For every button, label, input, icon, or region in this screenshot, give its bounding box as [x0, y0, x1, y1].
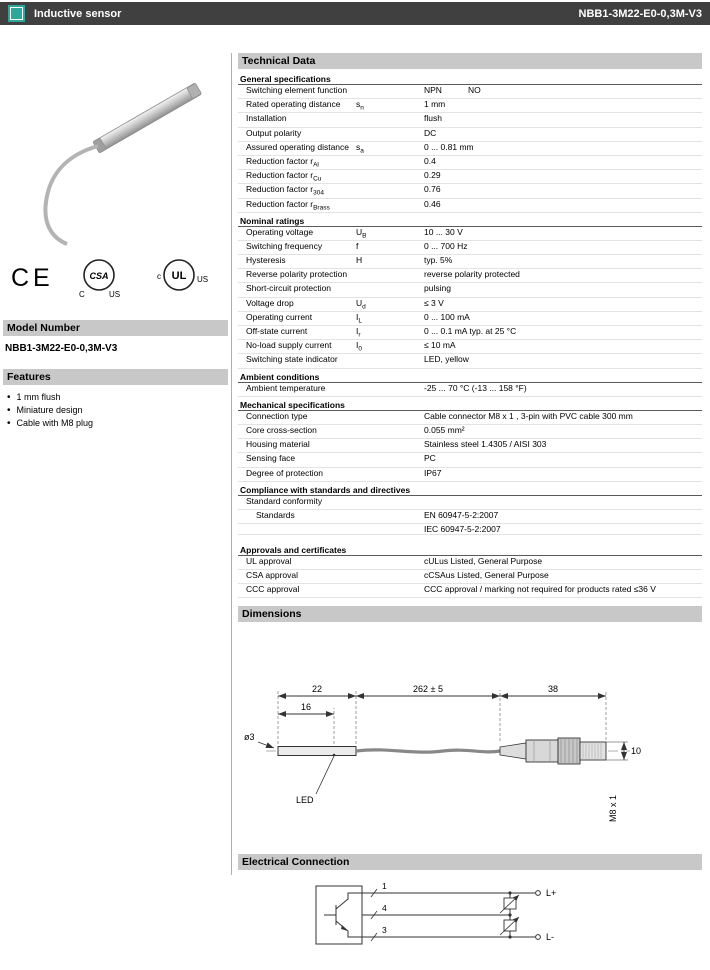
bullet-icon: •	[7, 405, 11, 416]
spec-value: DC	[424, 127, 437, 138]
diameter-leader	[258, 742, 274, 748]
technical-data-heading: Technical Data	[238, 53, 702, 69]
spec-row	[238, 411, 702, 425]
load-upper	[500, 893, 519, 915]
spec-row	[238, 425, 702, 439]
spec-label: Voltage drop	[246, 297, 294, 308]
spec-label: Sensing face	[246, 453, 296, 464]
spec-value: 0.76	[424, 184, 441, 195]
ul-mark	[157, 260, 208, 290]
spec-label: Standard conformity	[246, 495, 323, 506]
bullet-icon: •	[7, 392, 11, 403]
junction-dot-mid	[508, 914, 511, 917]
spec-value: PC	[424, 453, 436, 464]
spec-value: 0 ... 0.81 mm	[424, 141, 474, 152]
spec-value: 0 ... 700 Hz	[424, 240, 468, 251]
dim-label-38: 38	[547, 684, 559, 695]
spec-value: IEC 60947-5-2:2007	[424, 524, 501, 535]
spec-label: Connection type	[246, 410, 308, 421]
feature-item	[7, 404, 228, 417]
model-number-header: NBB1-3M22-E0-0,3M-V3	[578, 7, 702, 20]
spec-symbol: $s_a$	[356, 141, 364, 155]
spec-value: Cable connector M8 x 1 , 3-pin with PVC cable 300 mm	[424, 410, 633, 421]
led-label: LED	[296, 795, 314, 806]
spec-label: Installation	[246, 113, 287, 124]
spec-table	[238, 71, 702, 598]
spec-section-header: Nominal ratings	[238, 213, 702, 227]
feature-item	[7, 417, 228, 430]
spec-value: NPN NO	[424, 85, 481, 95]
pin-label-1: 1	[382, 881, 387, 892]
spec-row	[238, 269, 702, 283]
spec-value: Stainless steel 1.4305 / AISI 303	[424, 439, 547, 450]
terminal-label-lplus: L+	[546, 888, 557, 899]
pin-label-4: 4	[382, 903, 387, 914]
spec-value: flush	[424, 113, 442, 124]
spec-label: Switching element function	[246, 85, 348, 95]
spec-value: 0 ... 0.1 mA typ. at 25 °C	[424, 326, 517, 336]
feature-item	[7, 391, 228, 404]
spec-row-indented	[238, 510, 702, 524]
sensor-box	[316, 886, 362, 944]
spec-label: Output polarity	[246, 127, 302, 138]
spec-row	[238, 227, 702, 241]
model-number-value: NBB1-3M22-E0-0,3M-V3	[5, 343, 118, 354]
dimensions-drawing	[238, 626, 702, 846]
spec-label: CSA approval	[246, 569, 298, 580]
spec-label: Housing material	[246, 439, 310, 450]
dim-label-22: 22	[311, 684, 323, 695]
spec-row	[238, 199, 702, 213]
spec-value: EN 60947-5-2:2007	[424, 509, 499, 520]
spec-symbol: $I_r$	[356, 326, 361, 339]
spec-row-indented	[238, 524, 702, 535]
spec-value: IP67	[424, 467, 442, 478]
spec-row	[238, 184, 702, 198]
spec-row	[238, 283, 702, 297]
spec-row	[238, 298, 702, 312]
spec-label: Reduction factor $r_{Al}$	[246, 155, 319, 169]
spec-value: ≤ 3 V	[424, 297, 444, 308]
svg-text:CSA: CSA	[89, 271, 109, 281]
spec-row	[238, 312, 702, 326]
spec-row	[238, 170, 702, 184]
right-column	[238, 53, 702, 970]
certification-marks	[7, 252, 222, 302]
csa-mark	[79, 260, 120, 299]
drawing-barrel	[278, 747, 356, 756]
spec-value: cCSAus Listed, General Purpose	[424, 569, 549, 580]
spec-value: -25 ... 70 °C (-13 ... 158 °F)	[424, 382, 527, 393]
pin-label-3: 3	[382, 925, 387, 936]
spec-section-header: Approvals and certificates	[238, 542, 702, 556]
spec-label: Switching frequency	[246, 240, 323, 251]
svg-text:C: C	[79, 290, 85, 299]
spec-row	[238, 354, 702, 368]
spec-value: ≤ 10 mA	[424, 340, 456, 351]
spec-row	[238, 468, 702, 482]
spec-label: No-load supply current	[246, 340, 332, 351]
spec-label: Rated operating distance	[246, 99, 341, 110]
spec-symbol: $U_d$	[356, 297, 366, 311]
spec-label: CCC approval	[246, 583, 300, 594]
spec-value: 0.4	[424, 155, 436, 166]
spec-row	[238, 570, 702, 584]
spec-row	[238, 584, 702, 598]
sensor-barrel	[93, 83, 202, 153]
spec-label: Core cross-section	[246, 424, 317, 435]
connector-body	[526, 740, 558, 762]
connector-boot	[500, 743, 526, 759]
electrical-connection-heading: Electrical Connection	[238, 854, 702, 870]
dim-label-262: 262 ± 5	[413, 684, 443, 695]
connector-thread-lines	[583, 742, 601, 760]
spec-row	[238, 496, 702, 510]
spec-row	[238, 241, 702, 255]
spec-symbol: $I_L$	[356, 311, 362, 325]
ce-mark: CE	[11, 264, 54, 292]
junction-dot-top	[508, 892, 511, 895]
spec-row	[238, 340, 702, 354]
svg-text:c: c	[157, 272, 161, 281]
svg-text:US: US	[197, 275, 209, 284]
sensor-cable	[45, 146, 98, 244]
terminal-label-lminus: L-	[546, 932, 555, 943]
spec-symbol: H	[356, 255, 363, 266]
spec-label: Operating current	[246, 311, 313, 322]
spec-row	[238, 113, 702, 127]
spec-symbol: f	[356, 240, 359, 251]
spec-label: Reverse polarity protection	[246, 269, 348, 280]
column-divider	[231, 53, 232, 875]
spec-label: Standards	[256, 509, 295, 520]
spec-label: Off-state current	[246, 326, 308, 336]
extension-lines	[278, 690, 606, 744]
spec-section-header: Ambient conditions	[238, 369, 702, 383]
left-column	[3, 28, 228, 430]
svg-text:US: US	[109, 290, 121, 299]
dim-label-thread: M8 x 1	[608, 795, 618, 823]
features-list	[7, 391, 228, 430]
spec-value: 0.055 mm²	[424, 424, 465, 435]
spec-value: 0 ... 100 mA	[424, 311, 470, 322]
spec-value: reverse polarity protected	[424, 269, 520, 280]
spec-row	[238, 128, 702, 142]
spec-symbol: $U_B$	[356, 226, 367, 240]
led-leader-line	[316, 756, 334, 794]
spec-label: Switching state indicator	[246, 354, 338, 365]
bullet-icon: •	[7, 418, 11, 429]
load-lower	[500, 915, 519, 937]
spec-value: 0.29	[424, 170, 441, 181]
product-image	[5, 36, 223, 248]
spec-section-header: General specifications	[238, 71, 702, 85]
spec-value: 10 ... 30 V	[424, 226, 463, 237]
connector-thread	[580, 742, 606, 760]
spec-row	[238, 255, 702, 269]
spec-symbol: $I_0$	[356, 340, 362, 353]
dim-label-16: 16	[300, 702, 312, 713]
dim-label-10: 10	[631, 746, 642, 757]
spec-value: cULus Listed, General Purpose	[424, 555, 543, 566]
spec-label: UL approval	[246, 555, 292, 566]
spec-row	[238, 439, 702, 453]
feature-label: Miniature design	[16, 405, 83, 415]
features-heading: Features	[3, 369, 228, 385]
spec-value: typ. 5%	[424, 255, 453, 266]
spec-value: CCC approval / marking not required for products rated ≤36 V	[424, 583, 656, 594]
terminal-lplus	[536, 891, 541, 896]
spec-row	[238, 142, 702, 156]
spec-row	[238, 85, 702, 99]
svg-text:UL: UL	[171, 270, 187, 282]
transistor-symbol	[324, 893, 362, 937]
spec-label: Reduction factor $r_{304}$	[246, 184, 324, 197]
spec-label: Reduction factor $r_{Cu}$	[246, 170, 322, 183]
spec-value: pulsing	[424, 283, 451, 294]
spec-row	[238, 383, 702, 397]
electrical-connection-diagram	[238, 874, 702, 970]
brand-logo-square	[8, 5, 25, 22]
spec-gap	[238, 535, 702, 542]
spec-row	[238, 326, 702, 340]
dim-label-diameter: ø3	[244, 732, 255, 743]
spec-label: Short-circuit protection	[246, 283, 332, 294]
spec-label: Reduction factor $r_{Brass}$	[246, 198, 330, 212]
spec-value: LED, yellow	[424, 354, 469, 365]
spec-row	[238, 99, 702, 113]
spec-row	[238, 453, 702, 467]
feature-label: Cable with M8 plug	[16, 418, 94, 428]
dimensions-heading: Dimensions	[238, 606, 702, 622]
spec-label: Ambient temperature	[246, 382, 326, 393]
spec-label: Hysteresis	[246, 255, 286, 266]
led-dot	[333, 754, 336, 757]
spec-section-header: Compliance with standards and directives	[238, 482, 702, 496]
junction-dot-bottom	[508, 936, 511, 939]
terminal-lminus	[536, 935, 541, 940]
model-number-heading: Model Number	[3, 320, 228, 336]
spec-row	[238, 156, 702, 170]
spec-symbol: $s_n$	[356, 99, 364, 112]
spec-value: 0.46	[424, 198, 441, 209]
top-bar	[0, 2, 710, 25]
drawing-cable	[356, 750, 500, 752]
feature-label: 1 mm flush	[16, 392, 61, 402]
spec-label: Assured operating distance	[246, 141, 350, 152]
spec-section-header: Mechanical specifications	[238, 397, 702, 411]
spec-value: 1 mm	[424, 99, 446, 110]
spec-label: Degree of protection	[246, 467, 324, 478]
spec-row	[238, 556, 702, 570]
spec-label: Operating voltage	[246, 226, 314, 237]
product-type-title: Inductive sensor	[34, 7, 122, 20]
